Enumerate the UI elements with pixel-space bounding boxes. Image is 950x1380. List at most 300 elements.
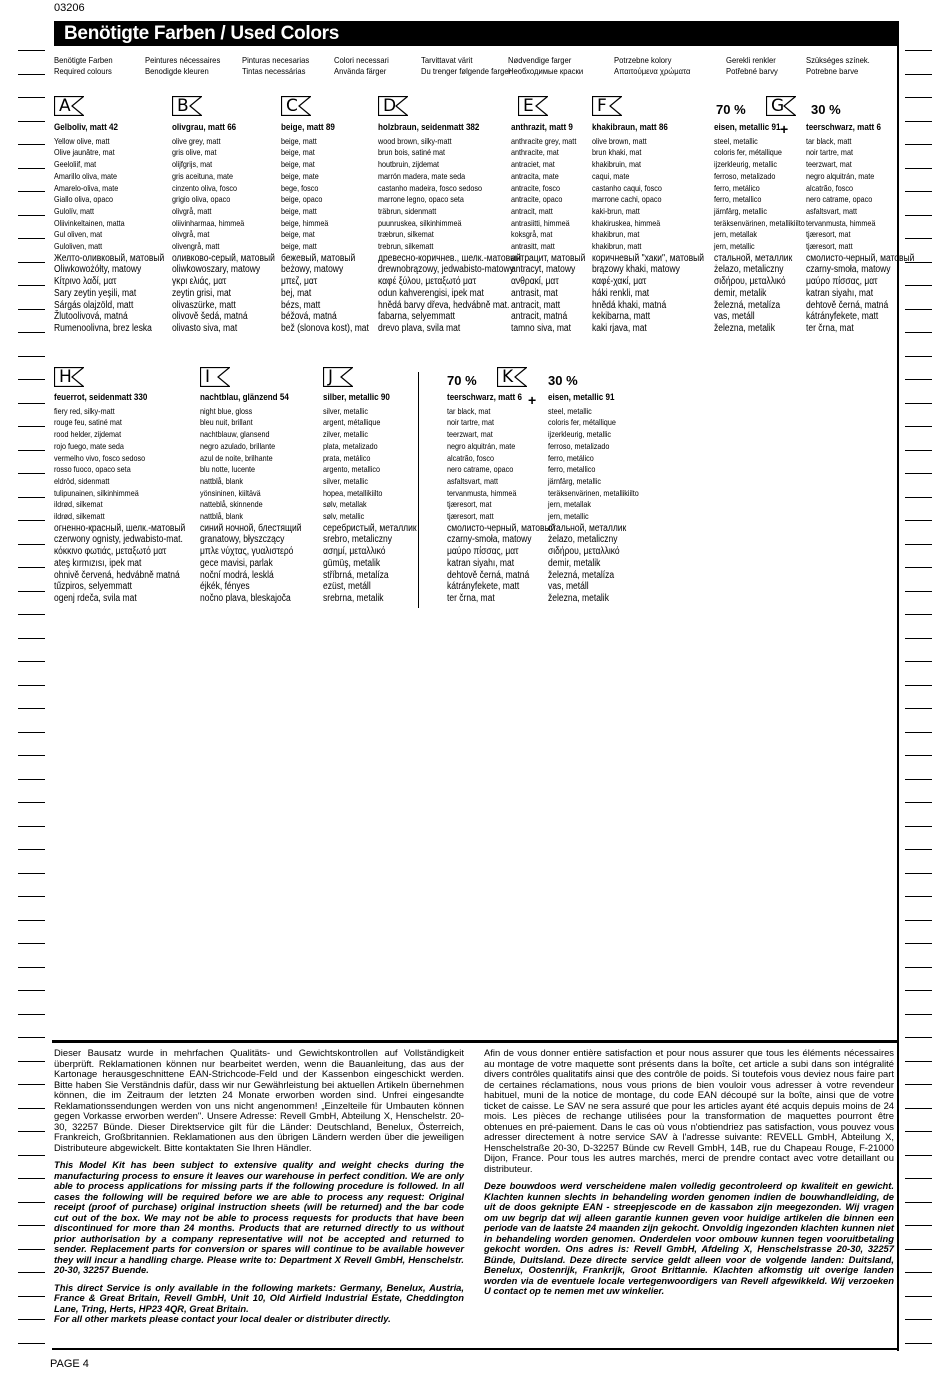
language-label [421,55,511,77]
language-label-line: Необходимые краски [508,66,584,76]
margin-tick [905,450,932,451]
color-translation: jern, metallak [548,499,591,510]
color-translation: vas, metáll [548,581,589,593]
color-translation: odun kahverengisi, ipek mat [378,287,484,299]
color-translation: olive grey, matt [172,135,221,146]
color-translation: бежевый, матовый [281,252,356,264]
margin-tick [18,1037,45,1038]
color-translation: sølv, metallic [323,511,365,522]
margin-tick [905,1343,932,1344]
margin-tick [18,943,45,944]
color-translation: огненно-красный, шелк.-матовый [54,522,186,534]
color-translation: antrasit, mat [511,287,558,299]
color-translation: оливково-серый, матовый [172,252,275,264]
language-label-line: Pinturas necesarias [242,55,310,65]
color-translation: ter črna, mat [447,592,495,604]
color-name: teerschwarz, matt 6 [806,122,881,133]
color-translation: steel, metallic [714,135,758,146]
color-translation: kaki rjava, mat [592,322,647,334]
color-translation: tjæresort, mat [806,229,851,240]
mix-plus-sign: + [780,121,789,137]
color-code-letter: H [59,367,72,387]
color-translation: antracita, mate [511,170,559,181]
color-translation: Gulolív, matt [54,205,95,216]
margin-tick [905,1319,932,1320]
color-translation: ανθρακί, ματ [511,276,559,288]
margin-tick [18,755,45,756]
color-translation: czarny-smoła, matowy [806,264,891,276]
color-translation: vas, metáll [714,311,755,323]
language-label [508,55,583,77]
color-translation: zilver, metallic [323,429,368,440]
color-code-box [54,96,84,116]
color-translation: Guloliven, matt [54,241,103,252]
language-label-line: Απαιτούμενα χρώματα [614,66,691,76]
color-translation: gece mavisi, parlak [200,557,273,569]
color-translation: železna, metalik [714,322,775,334]
color-translation: béžová, matná [281,311,337,323]
color-entry [281,122,384,335]
footer-text-en-2: This direct Service is only available in the following markets: Germany, Benelux, Austria, France & Great Britain, Revell GmbH, Unit 10, Old Airfield Industrial Estate, Cheddington Lane, Tring, Herts, HP23 4QR, Great Britain. [54,1281,464,1314]
color-translation: стальной, металлик [548,522,627,534]
color-name: feuerrot, seidenmatt 330 [54,392,148,403]
color-entry [714,122,821,335]
margin-tick [18,826,45,827]
color-translation: anthracite grey, matt [511,135,577,146]
color-translation: olivaszürke, matt [172,299,236,311]
color-translation: olivasto siva, mat [172,322,238,334]
color-translation: czarny-smoła, matowy [447,534,532,546]
color-translation: rouge feu, satiné mat [54,417,122,428]
margin-tick [905,1249,932,1250]
color-translation: antracyt, matowy [511,264,576,276]
color-translation: beige, matt [281,205,317,216]
color-translation: σιδήρου, μεταλλικό [548,546,620,558]
margin-tick [18,1014,45,1015]
color-translation: katran siyahı, mat [447,557,515,569]
mix-percent-left: 70 % [716,102,746,117]
footer-rule-bottom [52,1348,898,1350]
margin-tick [905,1084,932,1085]
margin-tick [18,215,45,216]
color-translation: gümüş, metalik [323,557,381,569]
color-translation: azul de noite, brilhante [200,452,273,463]
color-translation: tjæresort, matt [447,511,494,522]
color-entry [172,122,293,335]
color-translation: antrasitt, matt [511,241,555,252]
color-code-letter: F [597,96,607,116]
color-translation: bleu nuit, brillant [200,417,253,428]
color-translation: nero catrame, opaco [806,194,873,205]
margin-tick [905,1225,932,1226]
page-title: Benötigte Farben / Used Colors [54,21,897,46]
color-translation: tar black, matt [806,135,852,146]
color-translation: antracit, matt [511,299,561,311]
language-label-line: Potrzebne kolory [614,55,672,65]
color-translation: kátrányfekete, matt [806,311,879,323]
color-translation: antrasiitti, himmeä [511,217,570,228]
color-translation: noir tartre, mat [447,417,494,428]
color-translation: антрацит, матовый [511,252,586,264]
margin-tick [18,191,45,192]
color-translation: eldröd, sidenmatt [54,475,110,486]
footer-col-right [484,1048,894,1304]
margin-tick [18,779,45,780]
color-translation: brązowy khaki, matowy [592,264,680,276]
margin-tick [18,1178,45,1179]
language-label-line: Peintures nécessaires [145,55,221,65]
color-translation: negro alquitrán, mate [806,170,875,181]
margin-tick [905,661,932,662]
color-translation: fiery red, silky-matt [54,405,115,416]
color-translation: khakibruin, mat [592,159,641,170]
color-translation: marrone legno, opaco seta [378,194,464,205]
color-translation: tar black, mat [447,405,491,416]
language-label-line: Du trenger følgende farger [421,66,512,76]
margin-tick [18,1131,45,1132]
color-translation: srebro, metaliczny [323,534,392,546]
margin-tick [18,356,45,357]
color-translation: древесно-коричнев., шелк.-матовый [378,252,521,264]
margin-tick [905,1131,932,1132]
color-translation: drevo plava, svila mat [378,322,461,334]
margin-tick [18,638,45,639]
margin-tick [18,309,45,310]
mix-divider [418,372,419,608]
margin-tick [18,238,45,239]
color-translation: beige, opaco [281,194,323,205]
color-translation: castanho caqui, fosco [592,182,662,193]
margin-tick [905,708,932,709]
margin-tick [905,1037,932,1038]
margin-tick [18,1296,45,1297]
color-translation: asfaltsvart, matt [806,205,857,216]
footer-text-en-3: For all other markets please contact your local dealer or distributer directly. [54,1313,391,1324]
margin-tick [905,591,932,592]
margin-tick [18,1272,45,1273]
color-translation: синий ночной, блестящий [200,522,302,534]
margin-tick [905,544,932,545]
color-translation: antracite, opaco [511,194,563,205]
margin-tick [18,1202,45,1203]
color-translation: beige, himmeä [281,217,329,228]
margin-tick [18,497,45,498]
footer-text-de: Dieser Bausatz wurde in mehrfachen Qualitäts- und Gewichtskontrollen auf Vollständigkeit überprüft. Reklamationen können nur bearbeitet werden, wenn die Bauanleitung, das aus der Kartonage herausgeschnittene EAN-Strichcode-Feld und der Kassenbon eingeschickt werden. Bitte haben Sie Verständnis dafür, dass wir nur Gewährleistung bei aktuellen Artikeln übernehmen können, die im Zeitraum der letzten 24 Monate erworben worden sind. Unfrei eingesandte Reklamationssendungen werden von uns nicht angenommen! „Einzelteile für Umbauten können gegen Vorkasse erworben werden". Unsere Adresse: Revell GmbH, Abteilung X, Henschelstr. 20-30, 32257 Bünde. Dieser Direktservice gilt für die Länder: Deutschland, Benelux, Österreich, Frankreich, Großbritannien. Reklamationen aus den übrigen Ländern werden über die jeweiligen Distributeure abgewickelt. Bitte kontaktaten Sie Ihren Händler. [54,1047,464,1153]
color-translation: μαύρο πίσσας, ματ [447,546,519,558]
margin-tick [18,144,45,145]
color-translation: argent, métallique [323,417,381,428]
color-translation: argento, metallico [323,464,381,475]
color-translation: negro alquitrán, mate [447,440,516,451]
margin-tick [905,849,932,850]
color-translation: ogenj rdeča, svila mat [54,592,137,604]
margin-tick [905,967,932,968]
color-translation: sølv, metallak [323,499,367,510]
margin-tick [905,473,932,474]
margin-tick [18,121,45,122]
color-translation: jern, metallak [714,229,757,240]
color-translation: Κίτρινο λαδί, ματ [54,276,117,288]
color-translation: Sárgás olajzöld, matt [54,299,134,311]
color-code-letter: I [205,367,211,387]
color-translation: Oliwkowożółty, matowy [54,264,142,276]
color-translation: noir tartre, mat [806,147,853,158]
color-translation: järnfärg, metallic [714,205,768,216]
color-translation: beige, mat [281,147,315,158]
color-translation: tulipunainen, silkinhimmeä [54,487,139,498]
color-translation: asfaltsvart, matt [447,475,498,486]
margin-tick [905,1202,932,1203]
color-translation: серебристый, металлик [323,522,417,534]
color-translation: marrón madera, mate seda [378,170,466,181]
color-translation: dehtově černá, matná [806,299,889,311]
color-translation: vermelho vivo, fosco sedoso [54,452,146,463]
color-translation: železná, metalíza [714,299,781,311]
margin-tick [18,591,45,592]
margin-tick [905,1296,932,1297]
margin-tick [905,426,932,427]
color-translation: drewnobrązowy, jedwabisto-matowy [378,264,514,276]
color-translation: železná, metalíza [548,569,615,581]
color-translation: háki renkli, mat [592,287,650,299]
margin-tick [905,638,932,639]
margin-tick [905,1178,932,1179]
color-translation: night blue, gloss [200,405,253,416]
language-label [806,55,870,77]
margin-tick [905,520,932,521]
color-translation: nattblå, blank [200,511,243,522]
color-name: khakibraun, matt 86 [592,122,668,133]
color-translation: bež (slonova kost), mat [281,322,369,334]
color-translation: alcatrão, fosco [447,452,494,463]
margin-tick [905,896,932,897]
margin-tick [18,1343,45,1344]
color-translation: ezüst, metáll [323,581,371,593]
language-label-line: Gerekli renkler [726,55,776,65]
color-translation: khakibrun, matt [592,241,642,252]
color-translation: смолисто-черный, матовый [447,522,556,534]
language-label [726,55,778,77]
margin-tick [18,403,45,404]
color-translation: bézs, matt [281,299,321,311]
color-translation: ter črna, mat [806,322,854,334]
margin-tick [905,1108,932,1109]
color-translation: ferro, metallico [548,464,596,475]
color-entry [54,392,208,605]
color-translation: Geeloliif, mat [54,159,97,170]
margin-tick [18,168,45,169]
footer-text-en: This Model Kit has been subject to extensive quality and weight checks during the manufacturing process to ensure it leaves our warehouse in perfect condition. We are only able to process applications for missing parts if the following procedure is followed. In all cases the following will be required before we are able to process any request: Original receipt (proof of purchase) original instruction sheets (will be returned) and the bar code cut out of the box. We may not be able to process requests for products that have been discontinued for more than 24 months. Products that are returned directly to us without prior authorisation by a company representative will not be accepted and returned to sender. Replacement parts for conversion or spares will continue to be available however they will incur a handling charge. Please write to: Department X Revell GmbH, Henschelstr. 20-30, 32257 Buende. [54,1159,464,1275]
color-entry [200,392,319,605]
color-code-letter: J [328,367,334,387]
margin-tick [18,849,45,850]
margin-tick [905,943,932,944]
margin-tick [18,661,45,662]
color-translation: nero catrame, opaco [447,464,514,475]
margin-tick [18,1084,45,1085]
color-translation: olivově šedá, matná [172,311,248,323]
color-code-letter: B [177,96,189,116]
color-translation: bej, mat [281,287,312,299]
color-translation: srebrna, metalik [323,592,384,604]
color-translation: noční modrá, lesklá [200,569,274,581]
color-entry [54,122,184,335]
language-label-line: Required colours [54,66,112,76]
color-translation: teerzwart, mat [447,429,493,440]
color-translation: Sary zeytin yeşili, mat [54,287,137,299]
color-translation: γκρι ελιάς, ματ [172,276,227,288]
color-translation: puunruskea, silkinhimmeä [378,217,462,228]
margin-tick [905,567,932,568]
color-translation: grigio oliva, opaco [172,194,231,205]
color-translation: ferroso, metalizado [548,440,610,451]
color-code-box [518,96,548,116]
margin-tick [18,379,45,380]
color-name: nachtblau, glänzend 54 [200,392,289,403]
footer-text-fr: Afin de vous donner entière satisfaction et pour nous assurer que tous les éléments nécessaires au montage de votre maquette sont présents dans la boîte, cet article a subi dans son intégralité divers contrôles qualitatifs ainsi que des contrôle de poids. Si toutefois vous deviez nous faire part de certaines réclamations, nous vous prions de bien vouloir vous adresser à votre revendeur habituel, muni de la notice de montage, du code EAN découpé sur la boîte, ainsi que de votre ticket de caisse. Le SAV ne sera assuré que pour les articles ayant été acquis depuis moins de 24 mois. Les pièces de rechange utilisées pour la transformation de maquettes pourront être obtenues en pré-paiement. Dans le cas où vous n'obtiendriez pas satisfaction, vous pouvez vous adresser directement à notre service SAV à l'adresse suivante: REVELL GmbH, Abteilung X, Henschelstraße 20-30, D-32257 Bünde cw Revell GmbH, 14B, rue du Chapeau Rouge, F-21000 Dijon, France. Pour tous les autres marchés, merci de prendre contact avec votre detaillant ou distributeur. [484,1047,894,1174]
color-translation: coloris fer, métallique [548,417,616,428]
color-translation: natteblå, skinnende [200,499,263,510]
color-translation: rood helder, zijdemat [54,429,122,440]
color-translation: nachtblauw, glansend [200,429,270,440]
color-translation: katran siyahı, mat [806,287,874,299]
color-code-box [323,367,353,387]
color-translation: järnfärg, metallic [548,475,602,486]
color-code-letter: G [771,96,785,116]
color-translation: μπλε νύχτας, γυαλιστερό [200,546,294,558]
color-code-box [378,96,408,116]
color-translation: καφέ-χακί, ματ [592,276,647,288]
color-code-letter: K [502,367,514,387]
color-translation: olivgrå, mat [172,229,210,240]
color-translation: demir, metalik [714,287,767,299]
color-translation: khakiruskea, himmeä [592,217,661,228]
color-translation: beige, mate [281,170,319,181]
footer-text-nl: Deze bouwdoos werd verscheidene malen volledig gecontroleerd op kwaliteit en gewicht. Klachten kunnen slechts in behandeling worden genomen indien de bouwhandleiding, de uit de doos geknipte EAN - streepjescode en de kassabon zijn meegezonden. Wij vragen om uw begrip dat wij alleen garantie kunnen geven voor huidige artikelen die binnen een periode van de laatste 24 maanden zijn gekocht. Onvoldig ingezonden klachten kunnen niet in behandeling worden genomen. Onderdelen voor ombouw kunnen tegen vooruitbetaling gekocht worden. Ons adres is: Revell GmbH, Afdeling X, Henschelstrasse 20-30, 32257 Bünde, Duitsland. Deze directe service geldt alleen voor de volgende landen: Duitsland, Benelux, Oostenrijk, Frankrijk, Groot Brittannie. Klachten afkomstig uit overige landen worden via de eventuele locale vertegenwoordigers van Revell afgewikkeld. Wij verzoeken U contact op te nemen met uw winkelier. [484,1180,894,1296]
margin-tick [905,1272,932,1273]
margin-tick [18,990,45,991]
color-translation: gris aceituna, mate [172,170,234,181]
color-code-box [281,96,311,116]
margin-tick [18,262,45,263]
color-translation: ferroso, metalizado [714,170,776,181]
margin-tick [18,97,45,98]
margin-tick [18,332,45,333]
mix-percent-right: 30 % [811,102,841,117]
mix-percent-left: 70 % [447,373,477,388]
color-translation: tjæresort, matt [806,241,853,252]
language-label-line: Szükséges színek. [806,55,870,65]
color-translation: fabarna, selyemmatt [378,311,456,323]
color-translation: träbrun, sidenmatt [378,205,437,216]
color-translation: стальной, металлик [714,252,793,264]
margin-tick [905,873,932,874]
margin-tick [18,520,45,521]
color-name: anthrazit, matt 9 [511,122,573,133]
color-translation: prata, metálico [323,452,371,463]
language-label [334,55,389,77]
color-entry [548,392,655,605]
color-code-letter: E [523,96,534,116]
color-translation: jern, metallic [548,511,589,522]
margin-tick [18,732,45,733]
color-translation: Oliivinkeltainen, matta [54,217,125,228]
color-translation: ferro, metálico [714,182,760,193]
margin-tick [18,873,45,874]
language-label [145,55,220,77]
color-translation: olive brown, matt [592,135,647,146]
margin-tick [18,1319,45,1320]
color-translation: rojo fuego, mate seda [54,440,124,451]
margin-tick [905,1014,932,1015]
margin-tick [18,50,45,51]
margin-tick [905,497,932,498]
color-translation: beige, mat [281,159,315,170]
color-translation: Amarillo oliva, mate [54,170,118,181]
color-translation: kekibarna, matt [592,311,651,323]
color-translation: teerzwart, mat [806,159,852,170]
color-name: teerschwarz, matt 6 [447,392,522,403]
color-translation: καφέ ξύλου, μεταξωτό ματ [378,276,477,288]
color-translation: ijzerkleurig, metallic [714,159,778,170]
color-translation: plata, metalizado [323,440,378,451]
color-translation: Žlutoolivová, matná [54,311,128,323]
color-entry [806,122,934,335]
language-label-line: Tintas necessárias [242,66,306,76]
margin-tick [905,356,932,357]
color-code-letter: C [286,96,298,116]
color-name: eisen, metallic 91 [548,392,615,403]
margin-tick [18,708,45,709]
footer-col-left [54,1048,464,1332]
color-translation: coloris fer, métallique [714,147,782,158]
color-translation: bege, fosco [281,182,319,193]
margin-tick [18,614,45,615]
color-code-box [54,367,84,387]
color-translation: tamno siva, mat [511,322,572,334]
color-translation: brun bois, satiné mat [378,147,446,158]
color-translation: Olive jaunâtre, mat [54,147,115,158]
color-translation: olivengrå, matt [172,241,220,252]
color-translation: blu notte, lucente [200,464,256,475]
margin-tick [905,403,932,404]
color-translation: stříbrná, metalíza [323,569,389,581]
color-translation: ασημί, μεταλλικό [323,546,386,558]
margin-tick [18,1108,45,1109]
margin-tick [905,74,932,75]
color-translation: træbrun, silkemat [378,229,434,240]
margin-tick [905,379,932,380]
color-translation: jern, metallic [714,241,755,252]
margin-tick [18,967,45,968]
margin-tick [18,544,45,545]
color-translation: koksgrå, mat [511,229,553,240]
color-translation: silver, metallic [323,405,368,416]
color-translation: tűzpiros, selyemmatt [54,581,132,593]
color-translation: antracit, matná [511,311,568,323]
color-entry [511,122,598,335]
color-translation: demir, metalik [548,557,601,569]
language-label-line: Potrebne barve [806,66,859,76]
color-code-box [592,96,622,116]
color-translation: antracit, matt [511,205,553,216]
margin-tick [18,1155,45,1156]
color-translation: żelazo, metaliczny [714,264,784,276]
language-label-line: Benodigde kleuren [145,66,209,76]
margin-tick [18,1061,45,1062]
margin-tick [18,1225,45,1226]
margin-tick [18,450,45,451]
